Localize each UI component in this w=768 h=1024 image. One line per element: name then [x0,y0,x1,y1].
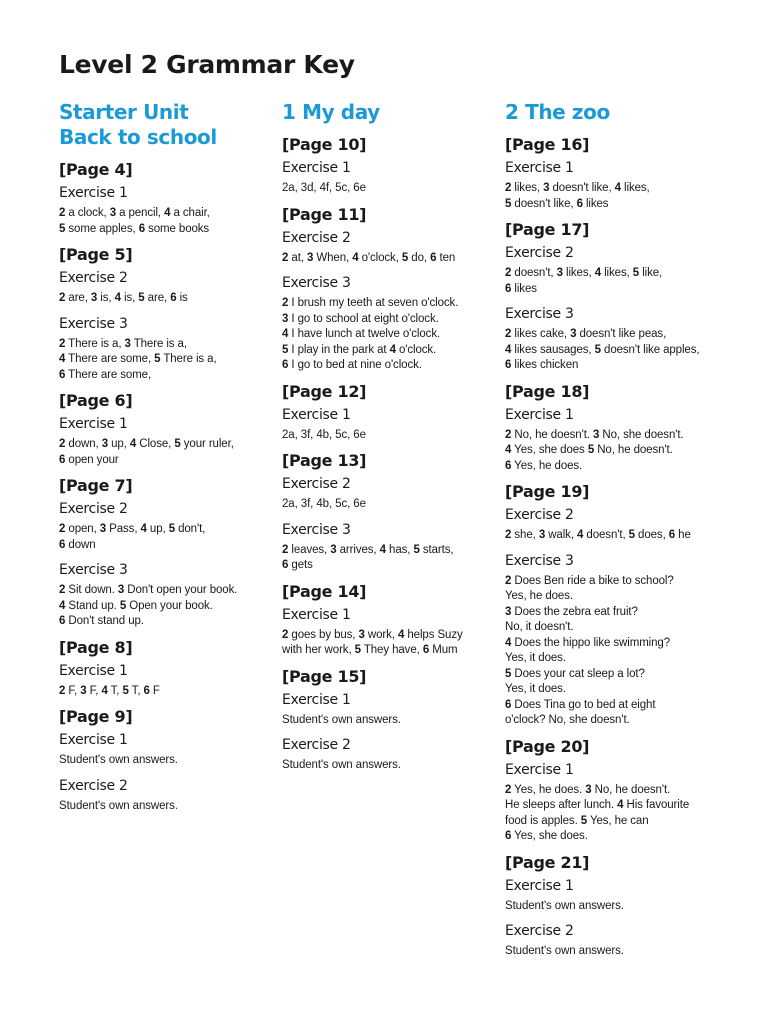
exercise-title: Exercise 1 [59,416,128,432]
column-starter-unit [59,100,269,822]
exercise-answer: 2 There is a, 3 There is a, 4 There are some, 5 There is a, 6 There are some, [59,337,217,381]
page-reference: [Page 17] [505,220,590,239]
exercise-answer: 2 Sit down. 3 Don't open your book. 4 Stand up. 5 Open your book. 6 Don't stand up. [59,584,238,627]
page-reference: [Page 7] [59,476,133,495]
page-reference: [Page 10] [282,135,367,154]
exercise-title: Exercise 2 [282,737,351,753]
exercise-title: Exercise 2 [59,501,128,517]
exercise-answer: 2 open, 3 Pass, 4 up, 5 don't, 6 down [59,523,206,551]
exercise-answer: 2 leaves, 3 arrives, 4 has, 5 starts, 6 gets [282,543,454,571]
exercise-answer: Student's own answers. [505,899,624,912]
exercise-title: Exercise 2 [282,229,351,246]
page-title: Level 2 Grammar Key [59,50,355,79]
exercise-answer: 2a, 3d, 4f, 5c, 6e [282,182,366,194]
exercise-title: Exercise 3 [59,315,128,332]
exercise-answer: 2 at, 3 When, 4 o'clock, 5 do, 6 ten [282,251,456,264]
exercise-title: Exercise 2 [59,270,128,286]
page-reference: [Page 5] [59,245,133,264]
unit-title: 2 The zoo [505,100,610,124]
column-unit-1 [282,100,492,782]
exercise-title: Exercise 1 [505,406,574,423]
exercise-title: Exercise 2 [59,777,128,794]
exercise-title: Exercise 3 [505,552,574,569]
exercise-answer: 2 likes cake, 3 doesn't like peas, 4 likes sausages, 5 doesn't like apples, 6 likes chicken [505,328,700,371]
exercise-answer: Student's own answers. [505,945,624,957]
exercise-answer: 2 doesn't, 3 likes, 4 likes, 5 like, 6 likes [505,267,663,295]
page-reference: [Page 6] [59,391,133,410]
exercise-answer: 2 a clock, 3 a pencil, 4 a chair, 5 some apples, 6 some books [59,207,210,235]
exercise-answer: 2a, 3f, 4b, 5c, 6e [282,428,366,441]
unit-title: 1 My day [282,100,380,124]
exercise-answer: 2 Does Ben ride a bike to school? Yes, he does. 3 Does the zebra eat fruit? No, it doesn't. 4 Does the hippo like swimming? Yes, it does. 5 Does your cat sleep a lot? Yes, it does. 6 Does Tina go to bed at eight o'clock? No, she doesn't. [505,574,674,726]
exercise-title: Exercise 3 [282,521,351,538]
exercise-answer: 2a, 3f, 4b, 5c, 6e [282,498,366,510]
exercise-title: Exercise 1 [282,691,351,708]
exercise-answer: 2 likes, 3 doesn't like, 4 likes, 5 doesn't like, 6 likes [505,182,650,210]
exercise-answer: Student's own answers. [59,799,178,812]
exercise-title: Exercise 2 [505,507,574,523]
exercise-answer: Student's own answers. [59,754,178,766]
exercise-answer: 2 down, 3 up, 4 Close, 5 your ruler, 6 open your [59,438,234,466]
exercise-title: Exercise 3 [282,275,351,291]
exercise-title: Exercise 1 [505,160,574,176]
exercise-title: Exercise 1 [59,662,128,679]
exercise-answer: Student's own answers. [282,759,401,771]
page-reference: [Page 21] [505,852,590,872]
exercise-title: Exercise 3 [59,562,128,578]
unit-title: Starter Unit Back to school [59,100,217,149]
page-reference: [Page 13] [282,451,367,470]
exercise-title: Exercise 1 [59,732,128,748]
exercise-answer: 2 she, 3 walk, 4 doesn't, 5 does, 6 he [505,529,691,541]
exercise-title: Exercise 1 [505,877,574,894]
exercise-answer: Student's own answers. [282,713,401,726]
page-reference: [Page 16] [505,135,590,154]
page-reference: [Page 12] [282,381,367,401]
exercise-title: Exercise 1 [282,160,351,176]
exercise-title: Exercise 1 [505,761,574,778]
exercise-answer: 2 are, 3 is, 4 is, 5 are, 6 is [59,292,188,304]
exercise-answer: 2 I brush my teeth at seven o'clock. 3 I go to school at eight o'clock. 4 I have lunch at twelve o'clock. 5 I play in the park at 4 o'clock. 6 I go to bed at nine o'clock. [282,297,459,371]
exercise-title: Exercise 2 [505,923,574,939]
page-reference: [Page 9] [59,707,133,726]
page-reference: [Page 14] [282,581,367,601]
exercise-title: Exercise 3 [505,306,574,322]
exercise-title: Exercise 2 [282,476,351,492]
exercise-answer: 2 goes by bus, 3 work, 4 helps Suzy with her work, 5 They have, 6 Mum [282,628,463,656]
exercise-answer: 2 No, he doesn't. 3 No, she doesn't. 4 Yes, she does 5 No, he doesn't. 6 Yes, he does. [505,428,684,472]
page-reference: [Page 15] [282,666,367,686]
exercise-title: Exercise 1 [59,185,128,201]
page-reference: [Page 20] [505,736,590,756]
column-unit-2 [505,100,725,968]
exercise-title: Exercise 1 [282,406,351,423]
page-reference: [Page 8] [59,637,133,657]
exercise-title: Exercise 2 [505,245,574,261]
page-reference: [Page 19] [505,482,590,501]
page-reference: [Page 11] [282,204,367,224]
exercise-answer: 2 F, 3 F, 4 T, 5 T, 6 F [59,684,160,697]
exercise-answer: 2 Yes, he does. 3 No, he doesn't. He sleeps after lunch. 4 His favourite food is apples. 5 Yes, he can 6 Yes, she does. [505,783,690,842]
page-reference: [Page 18] [505,381,590,401]
exercise-title: Exercise 1 [282,606,351,623]
page-reference: [Page 4] [59,160,133,179]
